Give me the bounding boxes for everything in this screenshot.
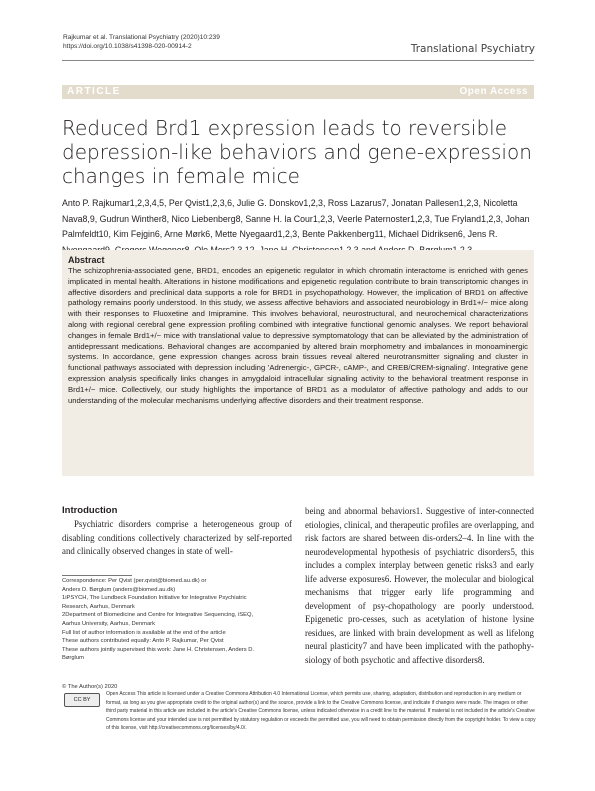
article-label: ARTICLE	[67, 86, 121, 97]
open-access-label: Open Access	[459, 86, 528, 97]
intro-left-column: Psychiatric disorders comprise a heterogeneous group of disabling conditions collectively characterized by self-reported and clinically observed changes in state of well-	[62, 519, 292, 556]
article-banner	[62, 85, 534, 99]
citation	[63, 33, 220, 51]
footnote-line: Anders D. Børglum (anders@biomed.au.dk)	[62, 586, 176, 593]
footnote-line: Research, Aarhus, Denmark	[62, 603, 135, 610]
footnote-line: Full list of author information is available at the end of the article	[62, 629, 226, 636]
copyright: © The Author(s) 2020	[62, 684, 118, 690]
footnotes	[62, 577, 292, 663]
footnote-line: 2Department of Biomedicine and Centre for Integrative Sequencing, iSEQ,	[62, 612, 254, 619]
footnote-line: These authors jointly supervised this work: Jane H. Christensen, Anders D.	[62, 646, 255, 653]
license-text: Open Access This article is licensed under a Creative Commons Attribution 4.0 International License, which permits use, sharing, adaptation, distribution and reproduction in any medium or format, as long as you give appropriate credit to the original author(s) and the source, provide a link to the Creative Commons license, and indicate if changes were made. The images or other third party material in this article are included in the article's Creative Commons license, unless indicated otherwise in a credit line to the material. If material is not included in the article's Creative Commons license and your intended use is not permitted by statutory regulation or exceeds the permitted use, you will need to obtain permission directly from the copyright holder. To view a copy of this license, visit http://creativecommons.org/licenses/by/4.0/.	[106, 691, 536, 731]
journal-name: Translational Psychiatry	[410, 43, 535, 55]
footnote-line: Aarhus University, Aarhus, Denmark	[62, 620, 155, 627]
header-divider	[62, 60, 534, 61]
introduction-heading: Introduction	[62, 505, 118, 516]
abstract-heading: Abstract	[68, 255, 105, 265]
citation-line: Rajkumar et al. Translational Psychiatry (2020)10:239	[63, 34, 220, 41]
abstract-box	[62, 250, 534, 476]
abstract-text: The schizophrenia-associated gene, BRD1, encodes an epigenetic regulator in which chromatin interactome is enriched with genes implicated in mental health. Alterations in histone modifications and epigenetic regulation contribute to brain transcriptomic changes in affective disorders and preclinical data supports a role for BRD1 in psychopathology. However, the implication of BRD1 on affective pathology remains poorly understood. In this study, we assess affective behaviors and associated neurobiology in Brd1+/− mice along with their responses to Fluoxetine and Imipramine. This involves behavioral, neurostructural, and neurochemical characterizations along with regional cerebral gene expression profiling combined with integrative functional genomic analyses. We report behavioral changes in female Brd1+/− mice with translational value to depressive symptomatology that can be alleviated by the administration of antidepressant medications. Behavioral changes are accompanied by altered brain morphometry and imbalances in monoaminergic systems. In accordance, gene expression changes across brain tissues reveal altered neurotransmitter signaling and cluster in functional pathways associated with depression including 'Adrenergic-, GPCR-, cAMP-, and CREB/CREM-signaling'. Integrative gene expression analysis specifically links changes in amygdaloid intracellular signaling activity to the behavioral treatment response in Brd1+/− mice. Collectively, our study highlights the importance of BRD1 as a modulator of affective pathology and adds to our understanding of the molecular mechanisms underlying affective disorders and their treatment response.	[68, 266, 528, 405]
footnote-line: Correspondence: Per Qvist (per.qvist@biomed.au.dk) or	[62, 578, 207, 584]
footnote-line: These authors contributed equally: Anto P. Rajkumar, Per Qvist	[62, 638, 224, 645]
footnote-line: 1iPSYCH, The Lundbeck Foundation Initiative for Integrative Psychiatric	[62, 595, 247, 602]
article-title: Reduced Brd1 expression leads to reversible depression-like behaviors and gene-expression changes in female mice	[62, 116, 532, 188]
footnote-divider	[62, 575, 132, 576]
author-list: Anto P. Rajkumar1,2,3,4,5, Per Qvist1,2,3,6, Julie G. Donskov1,2,3, Ross Lazarus7, Jonatan Pallesen1,2,3, Nicoletta Nava8,9, Gudrun Winther8, Nico Liebenberg8, Sanne H. la Cour1,2,3, Veerle Paternoster1,2,3, Tue Fryland1,2,3, Johan Palmfeldt10, Kim Fejgin6, Arne Mørk6, Mette Nyegaard1,2,3, Bente Pakkenberg11, Michael Didriksen6, Jens R.	[62, 198, 530, 239]
cc-license-icon[interactable]: CC BY	[64, 693, 100, 707]
footnote-line: Børglum	[62, 655, 84, 662]
intro-right-column: being and abnormal behaviors1. Suggestive of inter-connected etiologies, clinical, and therapeutic profiles are overlapping, and risk factors are shared between dis-orders2–4. In line with the neurodevelopmental hypothesis of psychiatric disorders5, this includes a complex interplay between genetic risks3 and early life adverse exposures6. However, the molecular and biological mechanisms that trigger early life programming and development of psy-chopathology are poorly understood. Epigenetic pro-cesses, such as acetylation of histone lysine residues, are linked with brain development as well as lifelong neural plasticity7 and have been implicated with the pathophy-siology of both psychotic and affective disorders8.	[305, 506, 534, 665]
doi-link[interactable]: https://doi.org/10.1038/s41398-020-00914-2	[63, 43, 192, 50]
